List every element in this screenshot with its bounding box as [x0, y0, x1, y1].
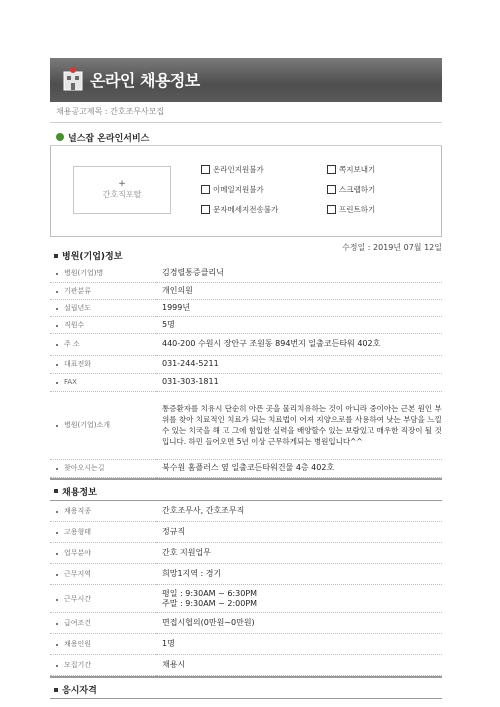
table-row: [50, 522, 442, 543]
hospital-section-title-wrap: [50, 249, 122, 262]
weekend-hours: 주말 : 9:30AM ~ 2:00PM: [162, 598, 258, 608]
row-value: 1999년: [156, 299, 442, 316]
table-row: [50, 585, 442, 613]
row-value: [156, 585, 442, 613]
service-dot-icon: [56, 133, 64, 141]
table-row: [50, 355, 442, 373]
qualification-section-title: 응시자격: [62, 686, 97, 696]
mail-icon: [201, 185, 210, 194]
link-label: 온라인지원불가: [213, 165, 264, 174]
table-row: [50, 316, 442, 333]
hospital-section-title: 병원(기업)정보: [62, 252, 123, 262]
document-icon: [201, 165, 210, 174]
table-row: [50, 634, 442, 655]
bullet-icon: [54, 688, 58, 692]
row-value: 정규직: [156, 522, 442, 543]
row-label: 기관분류: [50, 282, 156, 299]
row-value: 통증환자를 치유시 단순히 아픈 곳을 물리치유하는 것이 아니라 중이아는 근본 원인 부위를 찾아 치료적인 치료가 되는 치료법이 어져 지양으로를 사용하여 낫는 부담을 느낄 수 있는 치국을 해 고 그에 힘입한 실력을 배양할수 있는 보람있고 매우한 직장이 될 것입니다. 하민 들어오면 5년 이상 근무하게되는 병원입니다^^: [156, 391, 442, 459]
recruit-section-title: 채용정보: [62, 487, 97, 498]
recruit-section-header: [50, 480, 442, 500]
row-label: 주 소: [50, 333, 156, 355]
table-row: [50, 564, 442, 585]
table-row: [50, 501, 442, 522]
nursing-portal-logo[interactable]: [73, 166, 171, 214]
send-note-link[interactable]: [327, 164, 375, 175]
updated-date: 수정일 : 2019년 07월 12일: [342, 243, 442, 252]
row-value: 간호 지원업무: [156, 543, 442, 564]
logo-text: 간호직포탈: [102, 190, 142, 199]
table-row: [50, 613, 442, 634]
table-row: [50, 265, 442, 282]
recruit-section-title-wrap: [50, 485, 97, 498]
row-value: 희망1지역 : 경기: [156, 564, 442, 585]
print-link[interactable]: [327, 204, 375, 215]
row-label: FAX: [50, 373, 156, 391]
row-label: 대표전화: [50, 355, 156, 373]
row-label: 병원(기업)명: [50, 265, 156, 282]
service-header: [50, 129, 442, 146]
row-value: 031-303-1811: [156, 373, 442, 391]
row-label: 급여조건: [50, 613, 156, 634]
job-posting-page: [50, 58, 442, 699]
table-row: [50, 391, 442, 459]
building-logo-icon: [62, 66, 84, 92]
row-value: 면접시협의(0만원~0만원): [156, 613, 442, 634]
row-label: 모집기간: [50, 655, 156, 676]
row-label: 근무지역: [50, 564, 156, 585]
weekday-hours: 평일 : 9:30AM ~ 6:30PM: [162, 588, 258, 598]
qualification-section-header: [50, 678, 442, 698]
row-label: 설립년도: [50, 299, 156, 316]
note-icon: [327, 165, 336, 174]
breadcrumb: 채용공고제목 : 간호조무사모집: [50, 102, 442, 123]
row-value: 채용시: [156, 655, 442, 676]
table-row: [50, 282, 442, 299]
row-label: 채용직종: [50, 501, 156, 522]
link-label: 스크랩하기: [339, 185, 376, 194]
row-value: 김경렬통증클리닉: [156, 265, 442, 282]
row-label: 직원수: [50, 316, 156, 333]
link-label: 문자메세지전송불가: [213, 205, 279, 214]
link-label: 이메일지원불가: [213, 185, 264, 194]
email-apply-link[interactable]: [201, 184, 264, 195]
table-row: [50, 333, 442, 355]
row-value: 440-200 수원시 장안구 조원동 894번지 일출코든타워 402호: [156, 333, 442, 355]
row-value: 031-244-5211: [156, 355, 442, 373]
plus-icon: +: [118, 179, 126, 189]
row-value: 개인의원: [156, 282, 442, 299]
phone-icon: [201, 205, 210, 214]
online-apply-link[interactable]: [201, 164, 264, 175]
row-label: 병원(기업)소개: [50, 391, 156, 459]
link-label: 쪽지보내기: [339, 165, 376, 174]
page-title: 온라인 채용정보: [90, 71, 200, 90]
row-value: 간호조무사, 간호조무직: [156, 501, 442, 522]
link-label: 프린트하기: [339, 205, 376, 214]
hospital-table: [50, 265, 442, 478]
row-label: 고용형태: [50, 522, 156, 543]
row-value: 북수원 홈플러스 옆 일출코든타워건물 4층 402호: [156, 459, 442, 477]
section-divider: [50, 698, 442, 699]
qualification-section-title-wrap: [50, 683, 97, 696]
table-row: [50, 543, 442, 564]
recruit-table: [50, 501, 442, 677]
scrap-link[interactable]: [327, 184, 375, 195]
hospital-section-header: [50, 243, 442, 265]
bullet-icon: [54, 254, 58, 258]
row-label: 업무분야: [50, 543, 156, 564]
table-row: [50, 655, 442, 676]
header-banner: [50, 58, 442, 102]
row-label: 찾아오시는길: [50, 459, 156, 477]
table-row: [50, 373, 442, 391]
scrap-icon: [327, 185, 336, 194]
print-icon: [327, 205, 336, 214]
table-row: [50, 459, 442, 477]
row-value: 1명: [156, 634, 442, 655]
sms-link[interactable]: [201, 204, 278, 215]
row-label: 근무시간: [50, 585, 156, 613]
service-box: [50, 146, 442, 237]
row-value: 5명: [156, 316, 442, 333]
row-label: 채용인원: [50, 634, 156, 655]
bullet-icon: [54, 489, 58, 493]
table-row: [50, 299, 442, 316]
service-title: 널스잡 온라인서비스: [68, 133, 150, 144]
